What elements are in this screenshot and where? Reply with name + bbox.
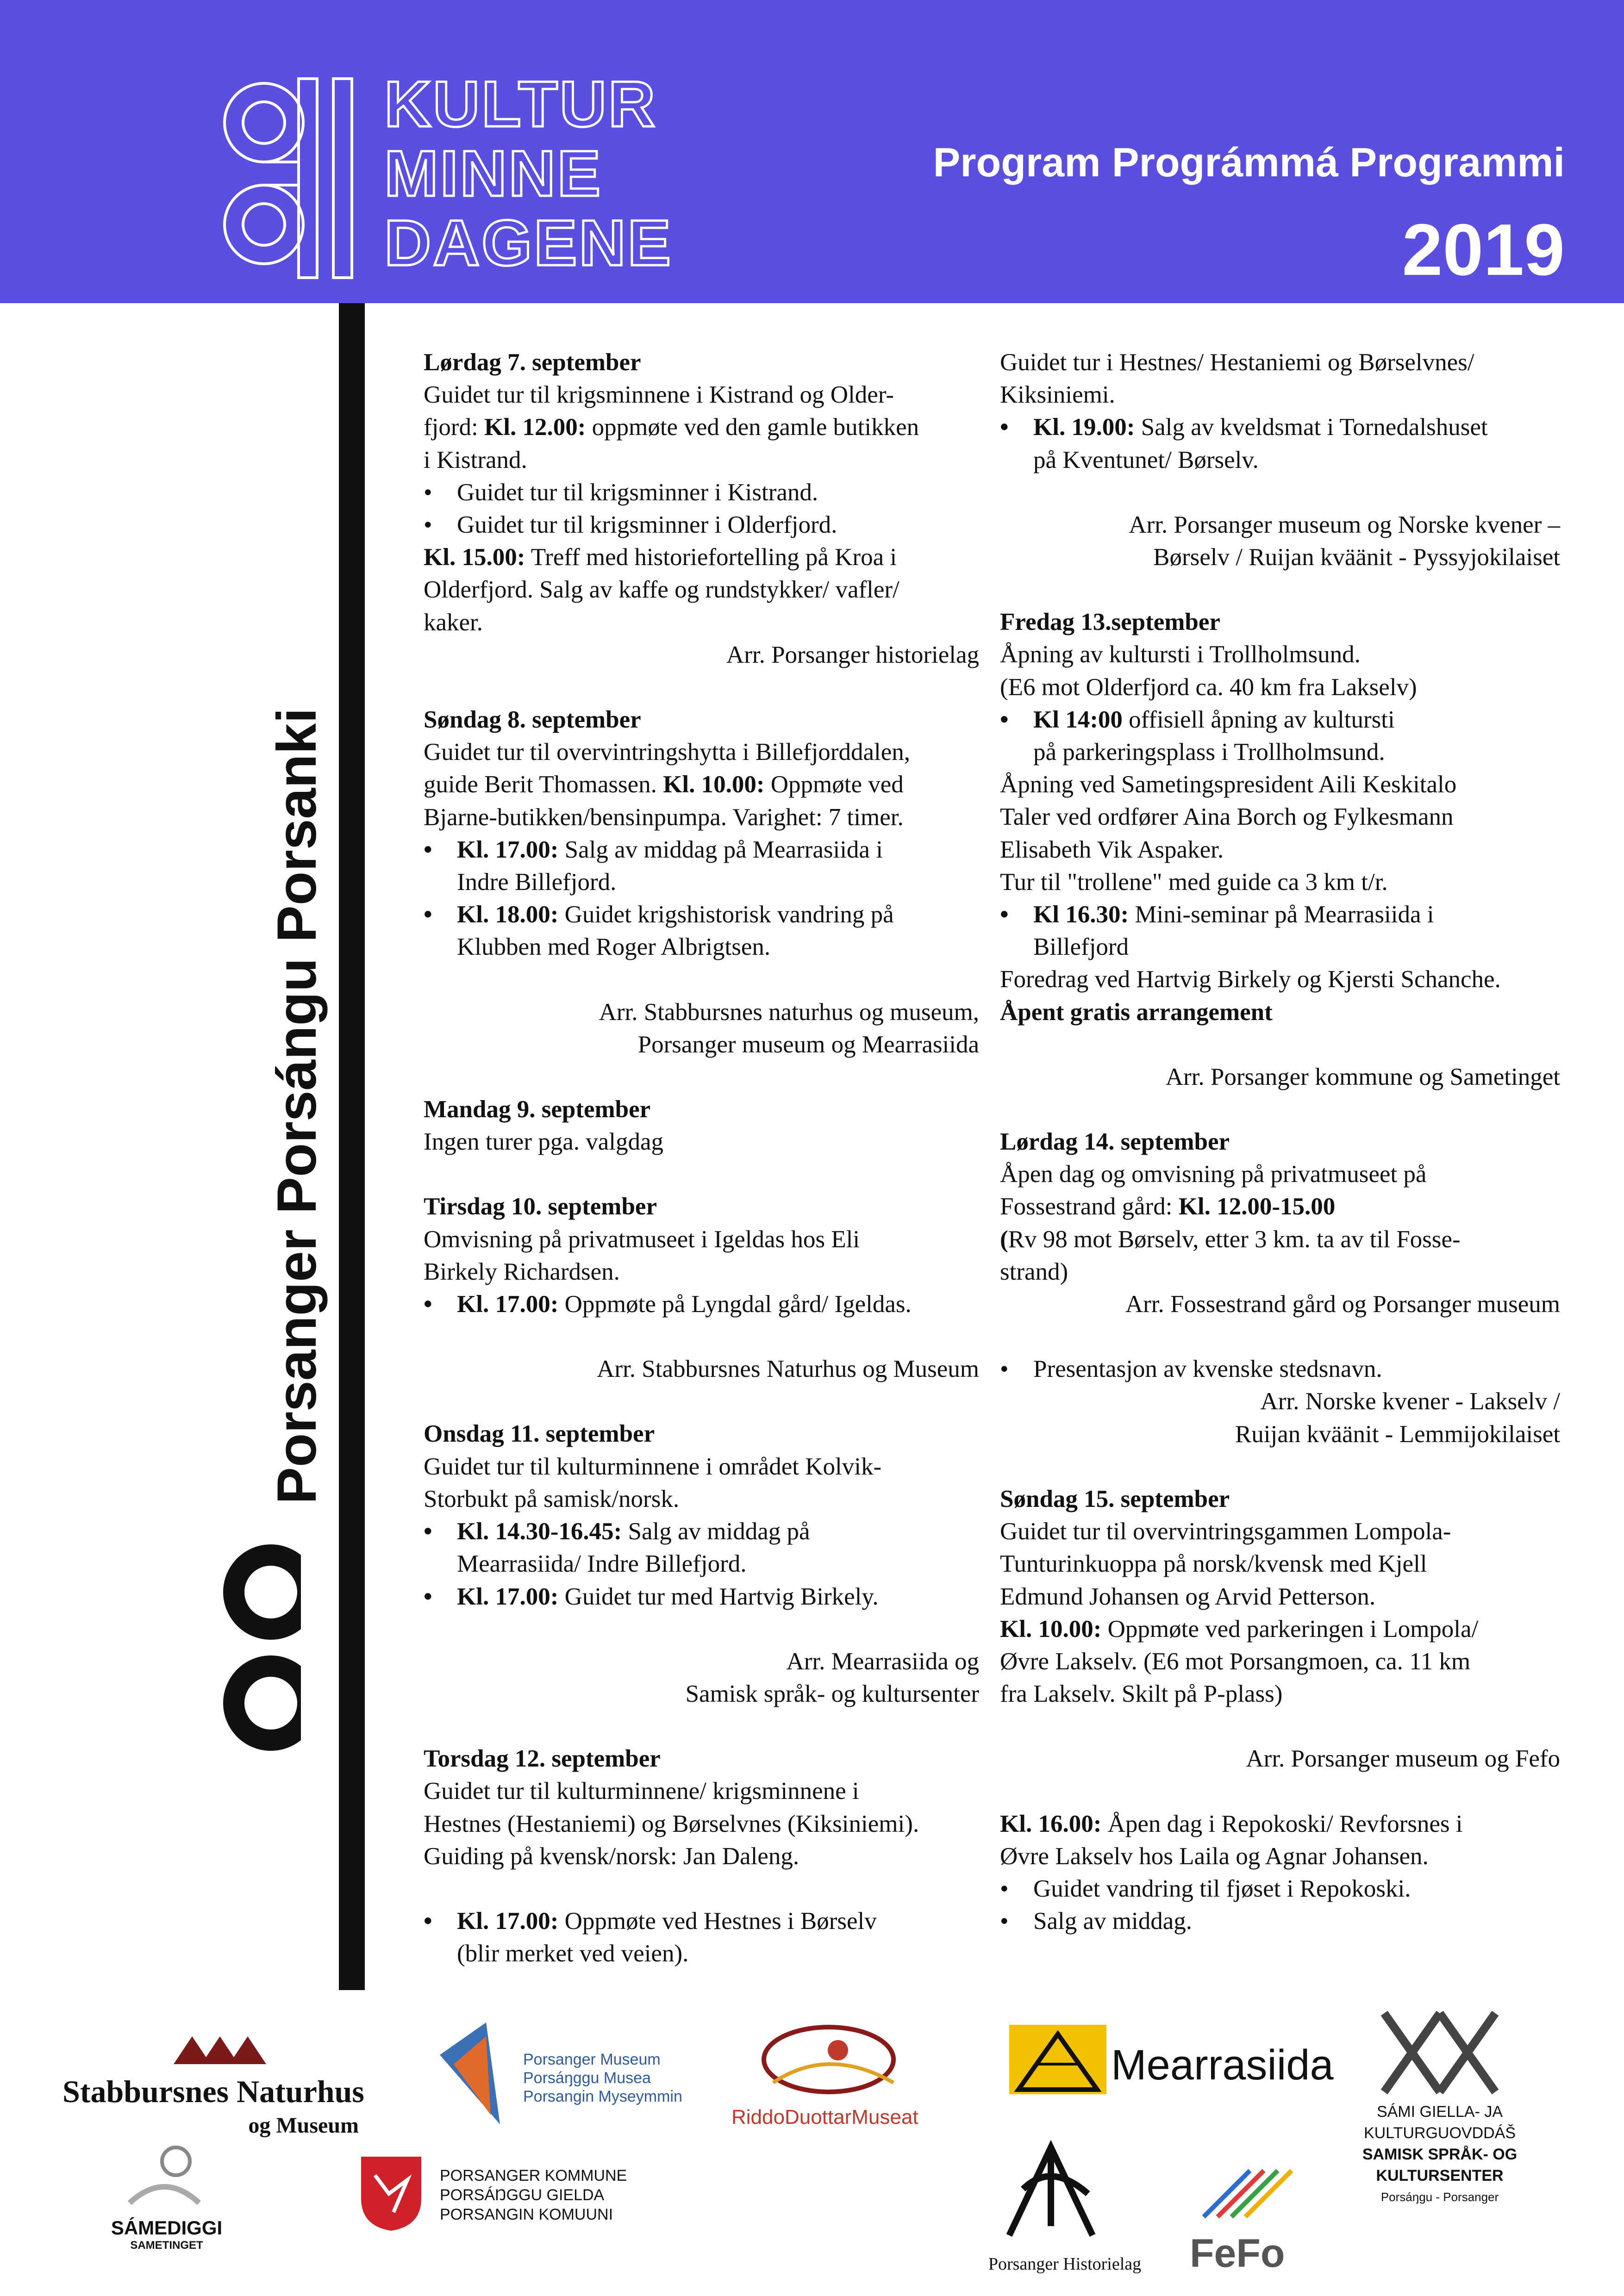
text-fragment: Salg av middag på Mearrasiida i <box>558 836 883 863</box>
text-fragment: Guidet vandring til fjøset i Repokoski. <box>1033 1875 1411 1902</box>
text-fragment: på Kventunet/ Børselv. <box>1033 446 1259 473</box>
time-label: Kl. 12.00: <box>484 414 586 441</box>
bullet-dot-icon <box>424 1548 457 1580</box>
samediggi-logo <box>106 2143 227 2259</box>
program-text-line <box>424 1223 979 1256</box>
text-fragment: Salg av kveldsmat i Tornedalshuset <box>1135 414 1488 441</box>
samisk-senter-logo <box>1310 2004 1569 2204</box>
riddoduottarmuseat-logo <box>727 2018 931 2138</box>
logo-line: KULTUR <box>384 68 657 140</box>
program-text-line <box>1000 834 1560 866</box>
stabbursnes-logo-icon <box>155 2027 275 2069</box>
bullet-dot-icon: • <box>424 836 432 863</box>
porsanger-kommune-logo <box>361 2157 676 2249</box>
historielag-logo-icon <box>995 2134 1106 2245</box>
bullet-dot-icon <box>1000 931 1033 963</box>
bullet-dot-icon <box>1000 444 1033 476</box>
fefo-logo-icon <box>1194 2161 1296 2226</box>
text-fragment: Birkely Richardsen. <box>424 1258 620 1285</box>
organizer-credit: Arr. Stabbursnes naturhus og museum, <box>599 998 979 1026</box>
text-fragment: Taler ved ordfører Aina Borch og Fylkesmann <box>1000 803 1454 831</box>
text-fragment: Guidet tur i Hestnes/ Hestaniemi og Børselvnes/ <box>1000 349 1474 376</box>
text-fragment: kaker. <box>424 609 483 636</box>
program-text-line <box>424 444 979 476</box>
time-label: Kl. 17.00: <box>457 1583 559 1610</box>
text-fragment: Indre Billefjord. <box>457 869 617 896</box>
text-fragment: Hestnes (Hestaniemi) og Børselvnes (Kiksiniemi). <box>424 1810 919 1837</box>
kommune-line: PORSÁŊGGU GIELDA <box>440 2186 605 2204</box>
bullet-item <box>424 1580 979 1613</box>
text-fragment: Bjarne-butikken/bensinpumpa. Varighet: 7 timer. <box>424 803 904 831</box>
riddoduottarmuseat-name: RiddoDuottarMuseat <box>731 2106 918 2128</box>
program-text-line <box>424 1256 979 1288</box>
day-heading: Åpent gratis arrangement <box>1000 998 1273 1026</box>
samisk-senter-line: Porsáŋgu - Porsanger <box>1380 2190 1499 2204</box>
bullet-continuation <box>424 931 979 963</box>
day-heading: Fredag 13.september <box>1000 609 1220 636</box>
bullet-continuation <box>1000 931 1560 963</box>
program-text-line <box>1000 866 1560 898</box>
bullet-item <box>424 476 979 509</box>
spacer <box>1000 1320 1560 1353</box>
mearrasiida-logo <box>1005 2025 1334 2103</box>
text-fragment: Oppmøte ved <box>764 771 904 798</box>
text-fragment: Salg av middag. <box>1033 1908 1192 1935</box>
text-fragment: oppmøte ved den gamle butikken <box>586 414 919 441</box>
time-label: Kl. 18.00: <box>457 901 559 928</box>
text-fragment: fjord: <box>424 414 484 441</box>
day-heading: Torsdag 12. september <box>424 1745 661 1773</box>
bullet-dot-icon: • <box>424 901 432 928</box>
program-text-line <box>1000 1548 1560 1580</box>
bullet-continuation <box>1000 444 1560 476</box>
program-text-line <box>424 801 979 834</box>
program-text-line <box>424 1808 979 1840</box>
program-text-line <box>424 1126 979 1158</box>
text-fragment: Salg av middag på <box>622 1518 810 1545</box>
porsanger-museum-logo <box>431 2018 718 2134</box>
program-text-line <box>1000 346 1560 379</box>
organizer-credit: Børselv / Ruijan kväänit - Pyssyjokilaiset <box>1153 544 1560 571</box>
text-fragment: Billefjord <box>1033 933 1129 961</box>
program-text-line <box>1000 1678 1560 1710</box>
side-logo-mark-icon <box>218 1541 329 1759</box>
kulturminnedagene-logo-icon <box>218 69 370 287</box>
porsanger-museum-line: Porsangin Myseymmin <box>523 2088 682 2105</box>
bullet-continuation <box>424 1548 979 1580</box>
text-fragment: Kiksiniemi. <box>1000 381 1115 409</box>
text-fragment: i Kistrand. <box>424 446 527 473</box>
bullet-item <box>424 509 979 541</box>
text-fragment: Guidet tur med Hartvig Birkely. <box>558 1583 879 1610</box>
time-label: Kl. 19.00: <box>1033 414 1135 441</box>
program-text-line <box>1000 1808 1560 1840</box>
samisk-senter-line: SAMISK SPRÅK- OG KULTURSENTER <box>1362 2146 1518 2184</box>
text-fragment: Oppmøte på Lyngdal gård/ Igeldas. <box>558 1291 912 1318</box>
program-title: Program Prográmmá Programmi <box>933 139 1565 185</box>
text-fragment: strand) <box>1000 1258 1068 1285</box>
bullet-dot-icon: • <box>424 1518 432 1545</box>
bullet-item <box>1000 1353 1560 1385</box>
bullet-dot-icon: • <box>1000 901 1009 928</box>
spacer <box>424 964 979 996</box>
text-fragment: Åpen dag og omvisning på privatmuseet på <box>1000 1161 1427 1188</box>
text-fragment: Rv 98 mot Børselv, etter 3 km. ta av til Fosse- <box>1008 1226 1461 1253</box>
bullet-dot-icon: • <box>424 511 432 539</box>
spacer <box>1000 1775 1560 1808</box>
time-label: ( <box>1000 1226 1008 1253</box>
text-fragment: Guidet tur til overvintringshytta i Billefjorddalen, <box>424 739 910 766</box>
bullet-dot-icon <box>424 866 457 898</box>
organizer-credit: Porsanger museum og Mearrasiida <box>637 1031 979 1058</box>
organizer-credit: Samisk språk- og kultursenter <box>685 1680 979 1707</box>
program-text-line <box>424 736 979 768</box>
time-label: Kl. 16.00: <box>1000 1810 1102 1837</box>
bullet-dot-icon: • <box>1000 414 1009 441</box>
text-fragment: Øvre Lakselv hos Laila og Agnar Johansen. <box>1000 1842 1429 1870</box>
time-label: Kl. 17.00: <box>457 836 559 863</box>
spacer <box>424 1613 979 1645</box>
riddoduottarmuseat-logo-icon <box>755 2018 903 2101</box>
spacer <box>1000 1710 1560 1742</box>
day-heading: Mandag 9. september <box>424 1096 651 1123</box>
program-text-line <box>424 1483 979 1515</box>
bullet-dot-icon: • <box>1000 1356 1009 1383</box>
day-heading: Lørdag 14. september <box>1000 1128 1230 1156</box>
bullet-dot-icon: • <box>1000 1908 1009 1935</box>
text-fragment: Tunturinkuoppa på norsk/kvensk med Kjell <box>1000 1550 1427 1578</box>
text-fragment: Storbukt på samisk/norsk. <box>424 1485 680 1512</box>
time-label: Kl 16.30: <box>1033 901 1129 928</box>
bullet-dot-icon: • <box>424 1291 432 1318</box>
porsanger-museum-line: Porsáŋggu Musea <box>523 2069 651 2087</box>
program-text-line <box>424 573 979 606</box>
organizer-credit: Arr. Fossestrand gård og Porsanger museum <box>1125 1291 1560 1318</box>
bullet-item <box>1000 898 1560 931</box>
program-text-line <box>424 1450 979 1483</box>
program-text-line <box>1000 1613 1560 1645</box>
program-text-line <box>424 1840 979 1873</box>
text-fragment: Øvre Lakselv. (E6 mot Porsangmoen, ca. 11 km <box>1000 1648 1471 1675</box>
text-fragment: Klubben med Roger Albrigtsen. <box>457 933 771 961</box>
vertical-divider-bar <box>339 303 365 1990</box>
bullet-dot-icon: • <box>424 1907 432 1935</box>
text-fragment: Åpning ved Sametingspresident Aili Keskitalo <box>1000 771 1457 798</box>
organizer-credit: Arr. Porsanger museum og Norske kvener – <box>1129 511 1560 538</box>
fefo-name: FeFo <box>1190 2231 1285 2276</box>
text-fragment: Oppmøte ved parkeringen i Lompola/ <box>1101 1615 1479 1643</box>
kommune-line: PORSANGIN KOMUUNI <box>440 2206 613 2223</box>
program-text-line <box>1000 963 1560 996</box>
text-fragment: Elisabeth Vik Aspaker. <box>1000 836 1224 863</box>
text-fragment: (blir merket ved veien). <box>457 1940 689 1967</box>
stabbursnes-sub: og Museum <box>248 2113 359 2138</box>
bullet-item <box>424 898 979 931</box>
bullet-dot-icon <box>424 1937 457 1970</box>
text-fragment: Ingen turer pga. valgdag <box>424 1128 664 1156</box>
bullet-item <box>424 834 979 866</box>
samediggi-logo-icon <box>125 2143 204 2212</box>
historielag-logo <box>968 2134 1162 2282</box>
text-fragment: Oppmøte ved Hestnes i Børselv <box>558 1907 877 1935</box>
organizer-credit: Arr. Mearrasiida og <box>786 1648 979 1675</box>
program-text-line <box>424 1775 979 1807</box>
text-fragment: Edmund Johansen og Arvid Petterson. <box>1000 1583 1376 1610</box>
time-label: Kl 14:00 <box>1033 706 1123 733</box>
program-column-right <box>1000 346 1560 1937</box>
program-text-line <box>1000 1840 1560 1873</box>
bullet-dot-icon: • <box>1000 1875 1009 1902</box>
bullet-continuation <box>424 866 979 898</box>
porsanger-museum-logo-icon <box>431 2018 518 2134</box>
text-fragment: Mearrasiida/ Indre Billefjord. <box>457 1550 747 1578</box>
fefo-logo <box>1185 2161 1305 2277</box>
program-text-line <box>1000 1645 1560 1678</box>
sponsor-logos <box>0 1990 1624 2296</box>
organizer-credit: Arr. Porsanger museum og Fefo <box>1246 1745 1560 1773</box>
spacer <box>1000 1093 1560 1126</box>
stabbursnes-name: Stabbursnes Naturhus <box>62 2074 364 2109</box>
program-text-line <box>424 606 979 639</box>
text-fragment: guide Berit Thomassen. <box>424 771 663 798</box>
program-text-line <box>1000 801 1560 833</box>
bullet-dot-icon: • <box>424 479 432 506</box>
text-fragment: Foredrag ved Hartvig Birkely og Kjersti Schanche. <box>1000 966 1501 993</box>
porsanger-museum-line: Porsanger Museum <box>523 2051 661 2068</box>
spacer <box>424 1158 979 1190</box>
bullet-item <box>1000 411 1560 443</box>
time-label: Kl. 12.00-15.00 <box>1178 1193 1336 1220</box>
text-fragment: fra Lakselv. Skilt på P-plass) <box>1000 1680 1283 1708</box>
text-fragment: Guidet tur til krigsminner i Kistrand. <box>457 479 818 506</box>
organizer-credit: Arr. Porsanger historielag <box>726 641 979 668</box>
program-year: 2019 <box>1402 209 1565 291</box>
text-fragment: Åpning av kultursti i Trollholmsund. <box>1000 641 1361 668</box>
time-label: Kl. 14.30-16.45: <box>457 1518 622 1545</box>
program-text-line <box>1000 379 1560 411</box>
text-fragment: Guiding på kvensk/norsk: Jan Daleng. <box>424 1842 800 1870</box>
bullet-item <box>424 1288 979 1320</box>
spacer <box>424 671 979 703</box>
organizer-credit: Ruijan kväänit - Lemmijokilaiset <box>1235 1420 1560 1448</box>
side-title: Porsanger Porsángu Porsanki <box>266 708 328 1504</box>
program-text-line <box>1000 1580 1560 1613</box>
mearrasiida-name: Mearrasiida <box>1111 2041 1334 2089</box>
spacer <box>424 1710 979 1742</box>
program-text-line <box>424 768 979 801</box>
stabbursnes-logo <box>62 2027 364 2147</box>
program-column-left <box>424 346 979 1970</box>
program-text-line <box>424 379 979 411</box>
program-text-line <box>1000 1223 1560 1256</box>
logo-line: MINNE <box>384 137 603 210</box>
bullet-dot-icon: • <box>424 1583 432 1610</box>
historielag-name: Porsanger Historielag <box>988 2254 1142 2274</box>
kommune-line: PORSANGER KOMMUNE <box>440 2167 627 2184</box>
time-label: Kl. 17.00: <box>457 1291 559 1318</box>
text-fragment: Treff med historiefortelling på Kroa i <box>525 544 897 571</box>
text-fragment: Guidet tur til kulturminnene i området Kolvik- <box>424 1453 882 1480</box>
bullet-continuation <box>1000 736 1560 768</box>
spacer <box>424 1320 979 1353</box>
spacer <box>424 1061 979 1093</box>
text-fragment: Presentasjon av kvenske stedsnavn. <box>1033 1356 1382 1383</box>
program-text-line <box>1000 768 1560 801</box>
samediggi-line: SAMETINGET <box>130 2239 203 2252</box>
bullet-item <box>424 1905 979 1937</box>
samediggi-line: SÁMEDIGGI <box>111 2217 223 2239</box>
text-fragment: Tur til "trollene" med guide ca 3 km t/r. <box>1000 868 1388 896</box>
bullet-item <box>1000 703 1560 736</box>
text-fragment: Guidet tur til overvintringsgammen Lompola- <box>1000 1518 1451 1545</box>
spacer <box>424 1873 979 1905</box>
time-label: Kl. 15.00: <box>424 544 525 571</box>
program-text-line <box>424 541 979 573</box>
text-fragment: (E6 mot Olderfjord ca. 40 km fra Lakselv) <box>1000 673 1417 701</box>
organizer-credit: Arr. Stabbursnes Naturhus og Museum <box>597 1356 979 1383</box>
bullet-dot-icon <box>1000 736 1033 768</box>
bullet-item <box>1000 1873 1560 1905</box>
text-fragment: på parkeringsplass i Trollholmsund. <box>1033 739 1385 766</box>
program-text-line <box>1000 638 1560 671</box>
spacer <box>1000 573 1560 606</box>
text-fragment: Olderfjord. Salg av kaffe og rundstykker/ vafler/ <box>424 576 899 604</box>
text-fragment: Guidet krigshistorisk vandring på <box>558 901 894 928</box>
day-heading: Onsdag 11. september <box>424 1420 655 1448</box>
logo-line: DAGENE <box>384 206 673 279</box>
text-fragment: Mini-seminar på Mearrasiida i <box>1129 901 1434 928</box>
kommune-coat-of-arms-icon <box>361 2157 421 2231</box>
program-text-line <box>1000 1256 1560 1288</box>
kulturminnedagene-logo-text <box>384 69 673 278</box>
spacer <box>1000 1450 1560 1483</box>
program-text-line <box>1000 1190 1560 1223</box>
samisk-senter-logo-icon <box>1375 2004 1505 2097</box>
program-text-line <box>1000 1515 1560 1548</box>
text-fragment: Omvisning på privatmuseet i Igeldas hos Eli <box>424 1226 860 1253</box>
text-fragment: Guidet tur til krigsminner i Olderfjord. <box>457 511 837 539</box>
spacer <box>1000 476 1560 509</box>
program-text-line <box>1000 671 1560 703</box>
organizer-credit: Arr. Porsanger kommune og Sametinget <box>1165 1063 1560 1090</box>
day-heading: Søndag 15. september <box>1000 1485 1230 1512</box>
organizer-credit: Arr. Norske kvener - Lakselv / <box>1260 1388 1560 1415</box>
header-banner <box>0 0 1624 303</box>
program-text-line <box>1000 1158 1560 1190</box>
time-label: Kl. 10.00: <box>1000 1615 1102 1643</box>
text-fragment: Guidet tur til kulturminnene/ krigsminnene i <box>424 1778 859 1805</box>
time-label: Kl. 10.00: <box>663 771 765 798</box>
day-heading: Tirsdag 10. september <box>424 1193 657 1220</box>
bullet-item <box>424 1515 979 1548</box>
text-fragment: offisiell åpning av kultursti <box>1122 706 1395 733</box>
day-heading: Lørdag 7. september <box>424 349 641 376</box>
mearrasiida-logo-icon <box>1009 2025 1106 2094</box>
samisk-senter-line: SÁMI GIELLA- JA KULTURGUOVDDÁŠ <box>1363 2103 1516 2142</box>
bullet-dot-icon <box>424 931 457 963</box>
day-heading: Søndag 8. september <box>424 706 641 734</box>
bullet-dot-icon: • <box>1000 706 1009 733</box>
text-fragment: Guidet tur til krigsminnene i Kistrand og Older- <box>424 381 894 409</box>
spacer <box>424 1385 979 1418</box>
text-fragment: Fossestrand gård: <box>1000 1193 1179 1220</box>
program-text-line <box>424 411 979 443</box>
text-fragment: Åpen dag i Repokoski/ Revforsnes i <box>1101 1810 1463 1837</box>
time-label: Kl. 17.00: <box>457 1907 559 1935</box>
bullet-item <box>1000 1905 1560 1937</box>
bullet-continuation <box>424 1937 979 1970</box>
spacer <box>1000 1028 1560 1061</box>
